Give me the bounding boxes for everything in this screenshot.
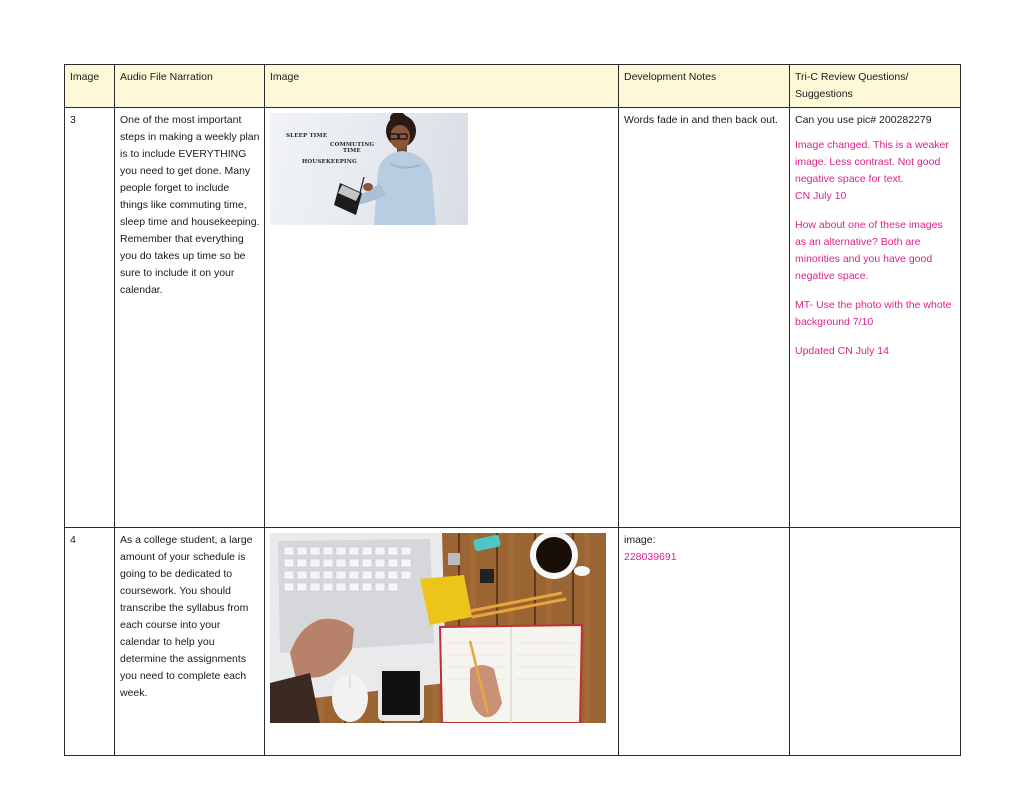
dev-image-id: 228039691 (624, 551, 677, 563)
overlay-word-commuting: COMMUTING (330, 142, 375, 148)
desk-illustration (270, 533, 606, 723)
development-notes (619, 528, 790, 756)
review-comment-3: MT- Use the photo with the whote background 7/10 (795, 299, 952, 328)
overlay-word-housekeeping: HOUSEKEEPING (302, 159, 357, 165)
table-row (65, 528, 961, 756)
review-comment-2: How about one of these images as an alternative? Both are minorities and you have good negative space. (795, 219, 943, 282)
header-review-questions (790, 65, 961, 108)
row-number: 3 (65, 108, 115, 528)
header-audio-narration: Audio File Narration (115, 65, 265, 108)
header-review-line2: Suggestions (795, 88, 853, 100)
development-notes: Words fade in and then back out. (619, 108, 790, 528)
image-cell (265, 528, 619, 756)
overlay-word-sleep-time: SLEEP TIME (286, 133, 328, 139)
narration-text (115, 108, 265, 528)
row-number: 4 (65, 528, 115, 756)
table-row (65, 108, 961, 528)
overlay-word-time: TIME (343, 148, 361, 154)
narration-paragraph: One of the most important steps in making a weekly plan is to include EVERYTHING you need to get done. Many people forget to include things like commuting time, sleep time and housekeeping. Remember that everything you do takes up time so be sure to include it on your calendar. (120, 114, 260, 296)
header-review-line1: Tri-C Review Questions/ (795, 71, 909, 83)
review-comment-4: Updated CN July 14 (795, 345, 889, 357)
desk-with-laptop-photo (270, 533, 606, 723)
woman-with-notebook-photo (270, 113, 468, 225)
header-image: Image (265, 65, 619, 108)
header-development-notes: Development Notes (619, 65, 790, 108)
storyboard-table (64, 64, 961, 756)
narration-text (115, 528, 265, 756)
woman-illustration (270, 113, 468, 225)
review-cell (790, 528, 961, 756)
review-question: Can you use pic# 200282279 (795, 114, 932, 126)
dev-image-label: image: (624, 534, 656, 546)
review-comment-1-signature: CN July 10 (795, 190, 847, 202)
review-comment-1: Image changed. This is a weaker image. Less contrast. Not good negative space for text. (795, 139, 949, 185)
image-cell (265, 108, 619, 528)
header-image-number: Image (65, 65, 115, 108)
narration-paragraph: As a college student, a large amount of your schedule is going to be dedicated to coursework. You should transcribe the syllabus from each course into your calendar to help you determine the assignments you need to complete each week. (120, 534, 253, 699)
review-cell (790, 108, 961, 528)
header-row (65, 65, 961, 108)
